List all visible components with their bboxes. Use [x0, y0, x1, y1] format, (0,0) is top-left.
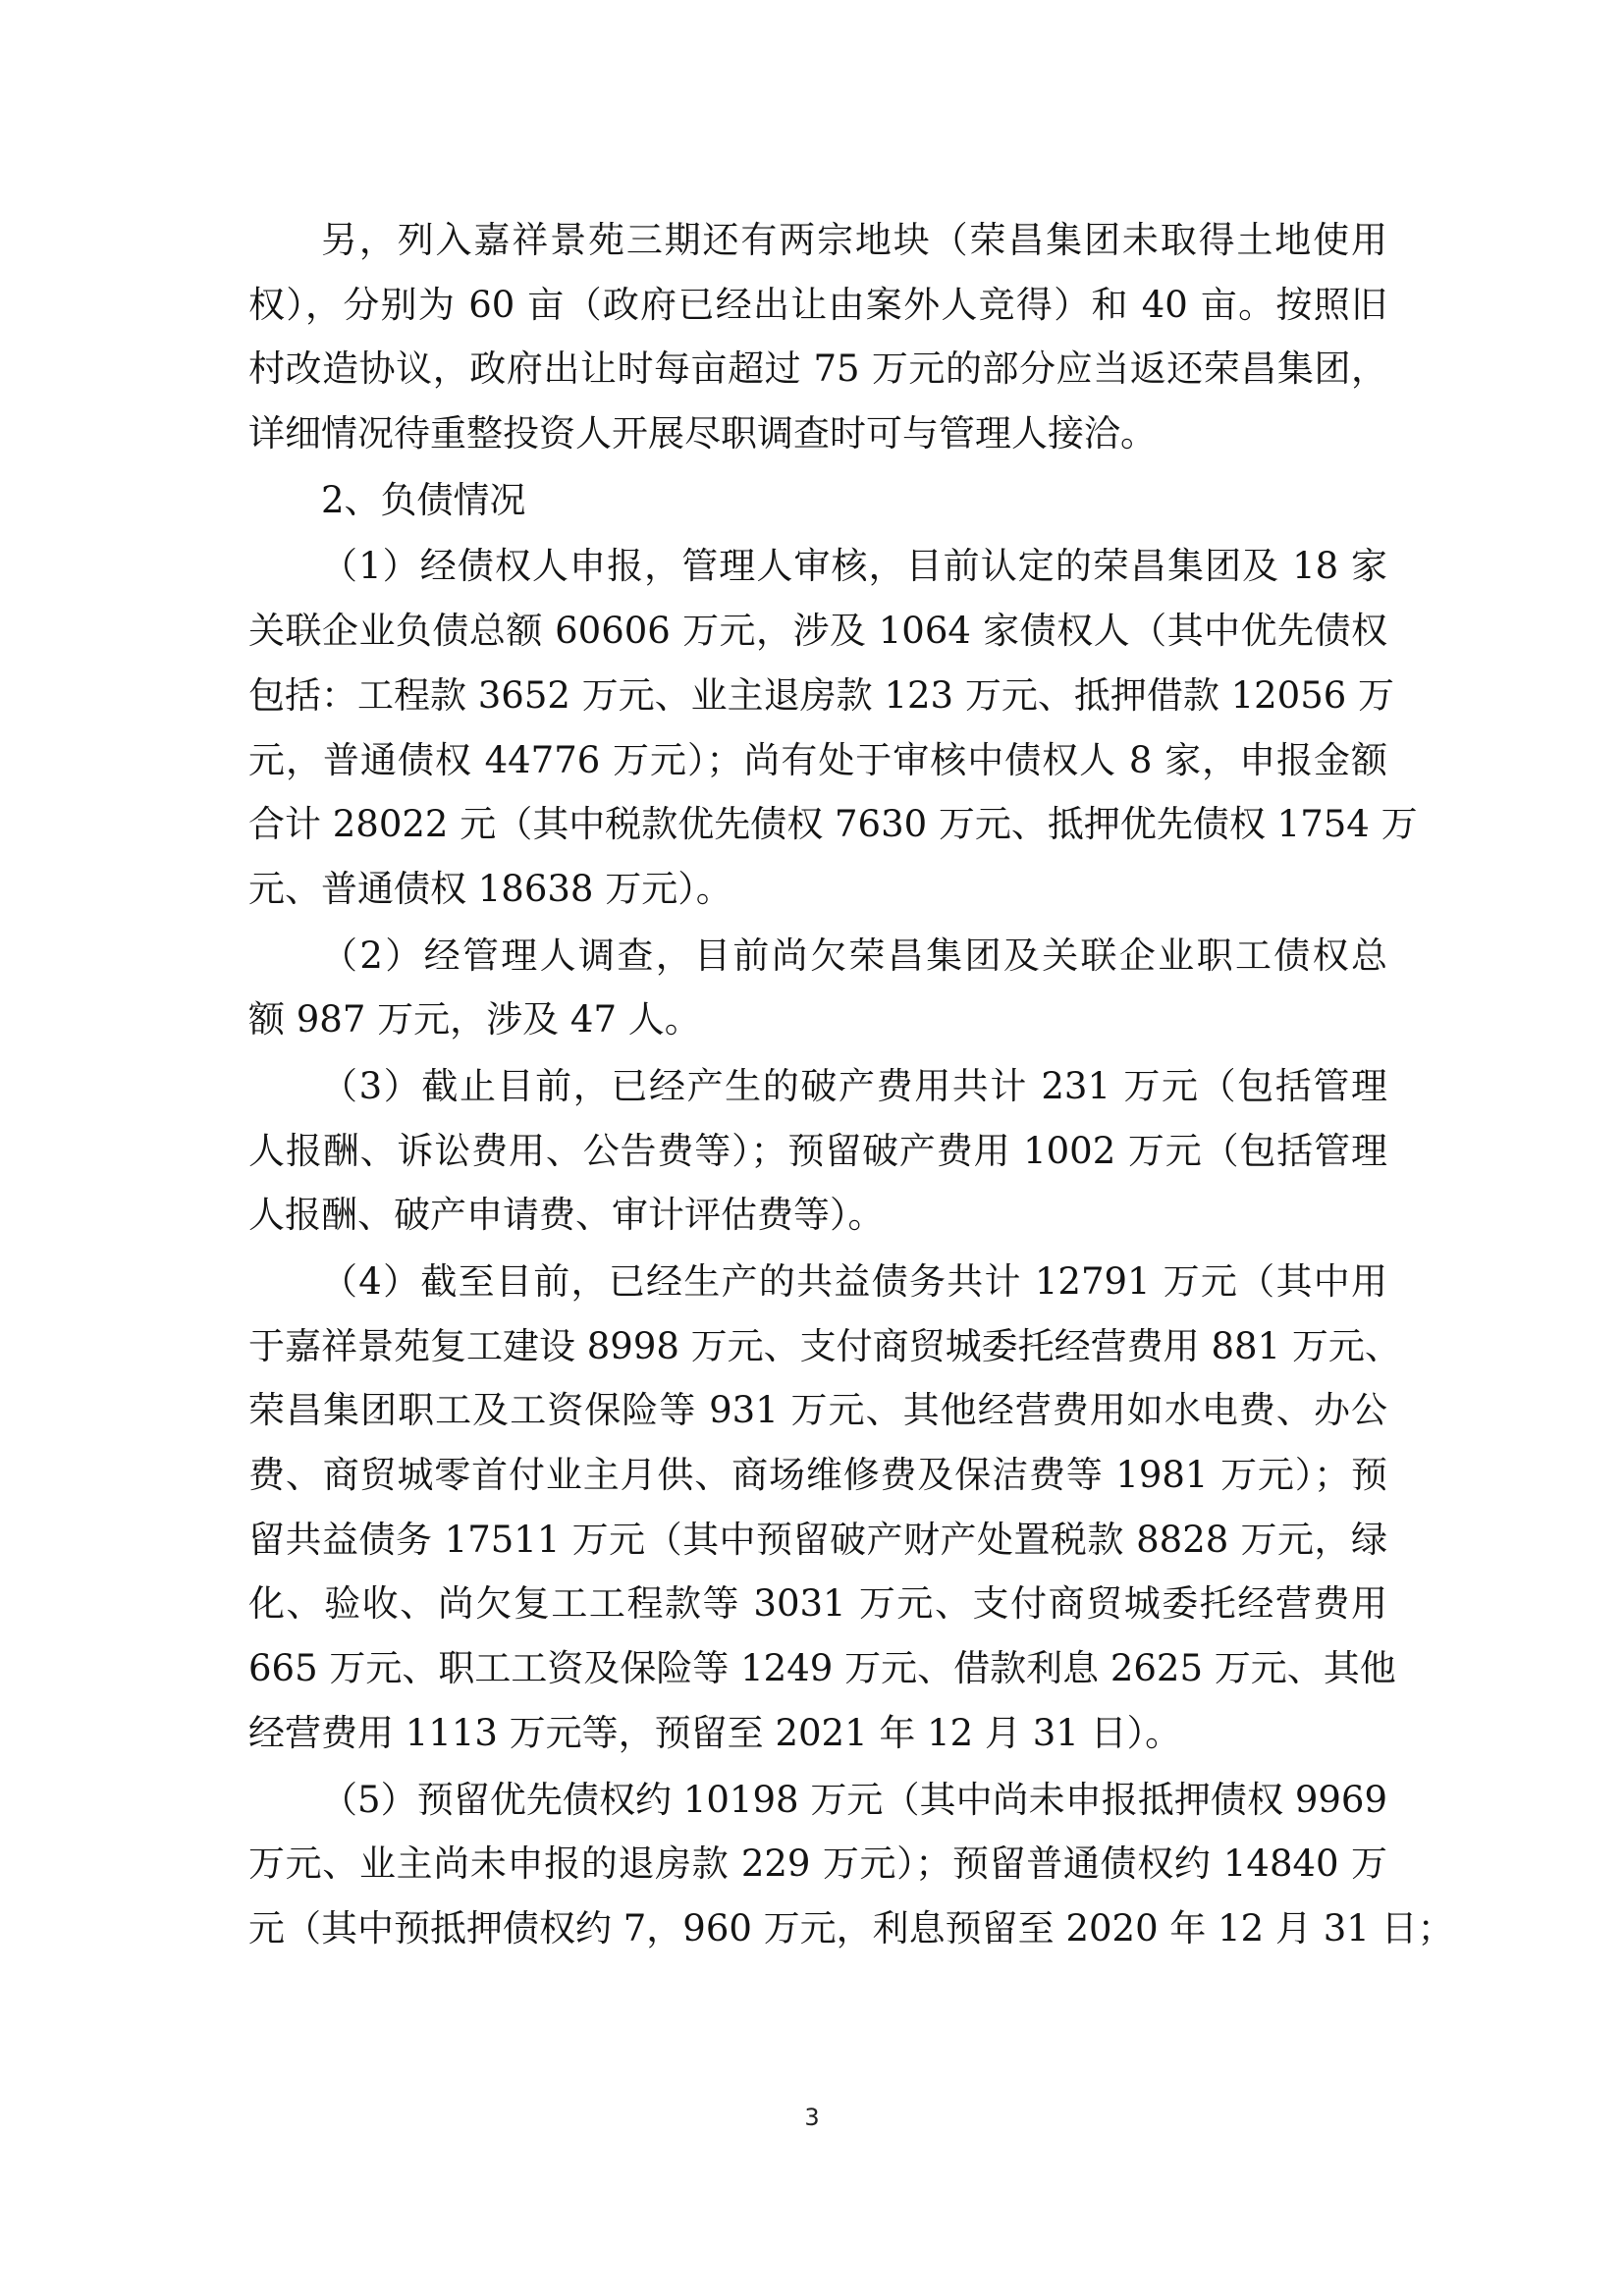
text-line: （2）经管理人调查，目前尚欠荣昌集团及关联企业职工债权总	[321, 934, 1387, 977]
text-line: （4）截至目前，已经生产的共益债务共计 12791 万元（其中用	[321, 1260, 1387, 1303]
paragraph	[248, 468, 1387, 533]
text-line: 另，列入嘉祥景苑三期还有两宗地块（荣昌集团未取得土地使用	[321, 219, 1387, 261]
text-line: 包括：工程款 3652 万元、业主退房款 123 万元、抵押借款 12056 万	[248, 673, 1395, 717]
text-line: 化、验收、尚欠复工工程款等 3031 万元、支付商贸城委托经营费用	[248, 1582, 1387, 1626]
text-line: 665 万元、职工工资及保险等 1249 万元、借款利息 2625 万元、其他	[248, 1647, 1396, 1690]
paragraph	[248, 1768, 1454, 1961]
text-line: 人报酬、破产申请费、审计评估费等）。	[248, 1194, 885, 1237]
text-line: 2、负债情况	[321, 478, 526, 521]
text-line: 元（其中预抵押债权约 7，960 万元，利息预留至 2020 年 12 月 31 日；	[248, 1906, 1454, 1949]
text-line: 费、商贸城零首付业主月供、商场维修费及保洁费等 1981 万元）；预	[248, 1454, 1387, 1497]
body-text	[248, 208, 1454, 1963]
text-line: 于嘉祥景苑复工建设 8998 万元、支付商贸城委托经营费用 881 万元、	[248, 1324, 1401, 1367]
text-line: 权），分别为 60 亩（政府已经出让由案外人竞得）和 40 亩。按照旧	[248, 283, 1387, 326]
text-line: 关联企业负债总额 60606 万元，涉及 1064 家债权人（其中优先债权	[248, 610, 1387, 653]
text-line: 经营费用 1113 万元等，预留至 2021 年 12 月 31 日）。	[248, 1711, 1182, 1754]
text-line: 合计 28022 元（其中税款优先债权 7630 万元、抵押优先债权 1754 万	[248, 803, 1418, 846]
text-line: （3）截止目前，已经产生的破产费用共计 231 万元（包括管理	[321, 1064, 1387, 1107]
text-line: 额 987 万元，涉及 47 人。	[248, 998, 701, 1041]
paragraph	[248, 208, 1387, 466]
paragraph	[248, 534, 1418, 921]
text-line: 元、普通债权 18638 万元）。	[248, 867, 732, 910]
paragraph	[248, 1054, 1387, 1248]
text-line: 村改造协议，政府出让时每亩超过 75 万元的部分应当返还荣昌集团，	[248, 347, 1387, 391]
page-number: 3	[804, 2104, 820, 2131]
text-line: 荣昌集团职工及工资保险等 931 万元、其他经营费用如水电费、办公	[248, 1389, 1387, 1432]
paragraph	[248, 924, 1387, 1052]
text-line: 留共益债务 17511 万元（其中预留破产财产处置税款 8828 万元，绿	[248, 1518, 1387, 1561]
text-line: （1）经债权人申报，管理人审核，目前认定的荣昌集团及 18 家	[321, 545, 1387, 588]
paragraph	[248, 1250, 1401, 1766]
text-line: （5）预留优先债权约 10198 万元（其中尚未申报抵押债权 9969	[321, 1778, 1387, 1821]
text-line: 人报酬、诉讼费用、公告费等）；预留破产费用 1002 万元（包括管理	[248, 1129, 1387, 1172]
text-line: 详细情况待重整投资人开展尽职调查时可与管理人接洽。	[248, 412, 1157, 455]
text-line: 万元、业主尚未申报的退房款 229 万元）；预留普通债权约 14840 万	[248, 1842, 1387, 1886]
text-line: 元，普通债权 44776 万元）；尚有处于审核中债权人 8 家，申报金额	[248, 738, 1387, 781]
